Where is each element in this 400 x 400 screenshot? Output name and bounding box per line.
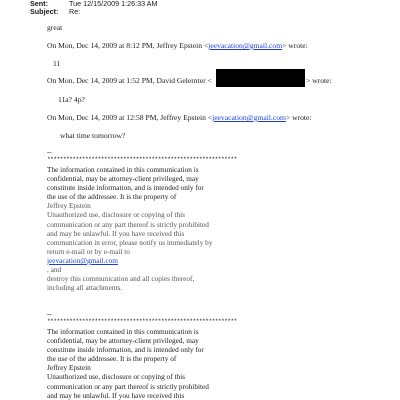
quote-text-2: 11a? 4p? [58, 95, 85, 104]
stars-divider: ************************************************************ [47, 318, 237, 325]
quote-text-1: 11 [53, 59, 61, 68]
stars-divider: ************************************************************ [47, 156, 237, 163]
signature-dash: -- [47, 148, 52, 156]
email-link[interactable]: jeevacation@gmail.com [47, 255, 118, 265]
disclaimer-block: The information contained in this communication is confidential, may be attorney-client privileged, may constitute inside information, and is intended only for the use of the addressee. It is the property of Jeffrey Epstein Unauthorized use, disclosure or copying of this communication or any part thereof is strictly prohibited and may be unlawful. If you have received this communication in error, please notify us immediately by return e-mail or by e-mail to jeevacation@gmail.com , and destroy this communication and all copies thereof, including all attachments. [47, 165, 247, 292]
quote-header-2-suffix: > wrote: [306, 76, 332, 85]
reply-text: great [47, 23, 63, 32]
subject-value: Re: [69, 7, 81, 16]
signature-dash: -- [47, 310, 52, 318]
subject-label: Subject: [30, 7, 59, 16]
disclaimer-block: The information contained in this communication is confidential, may be attorney-client privileged, may constitute inside information, and is intended only for the use of the addressee. It is the property of Jeffrey Epstein Unauthorized use, disclosure or copying of this communication or any part thereof is strictly prohibited and may be unlawful. If you have received this [47, 327, 209, 400]
quote-text-3: what time tomorrow? [60, 131, 126, 140]
email-link[interactable]: jeevacation@gmail.com [212, 113, 286, 122]
quote-header-3: On Mon, Dec 14, 2009 at 12:58 PM, Jeffrey Epstein <jeevacation@gmail.com> wrote: [47, 113, 312, 122]
sent-label: Sent: [30, 0, 48, 8]
email-link[interactable]: jeevacation@gmail.com [208, 41, 283, 50]
quote-header-1: On Mon, Dec 14, 2009 at 8:12 PM, Jeffrey Epstein <jeevacation@gmail.com> wrote: [47, 41, 308, 50]
sent-value: Tue 12/15/2009 1:26:33 AM [69, 0, 158, 8]
redaction-box [216, 69, 305, 87]
quote-header-2: On Mon, Dec 14, 2009 at 1:52 PM, David Gelernter < [47, 76, 212, 85]
